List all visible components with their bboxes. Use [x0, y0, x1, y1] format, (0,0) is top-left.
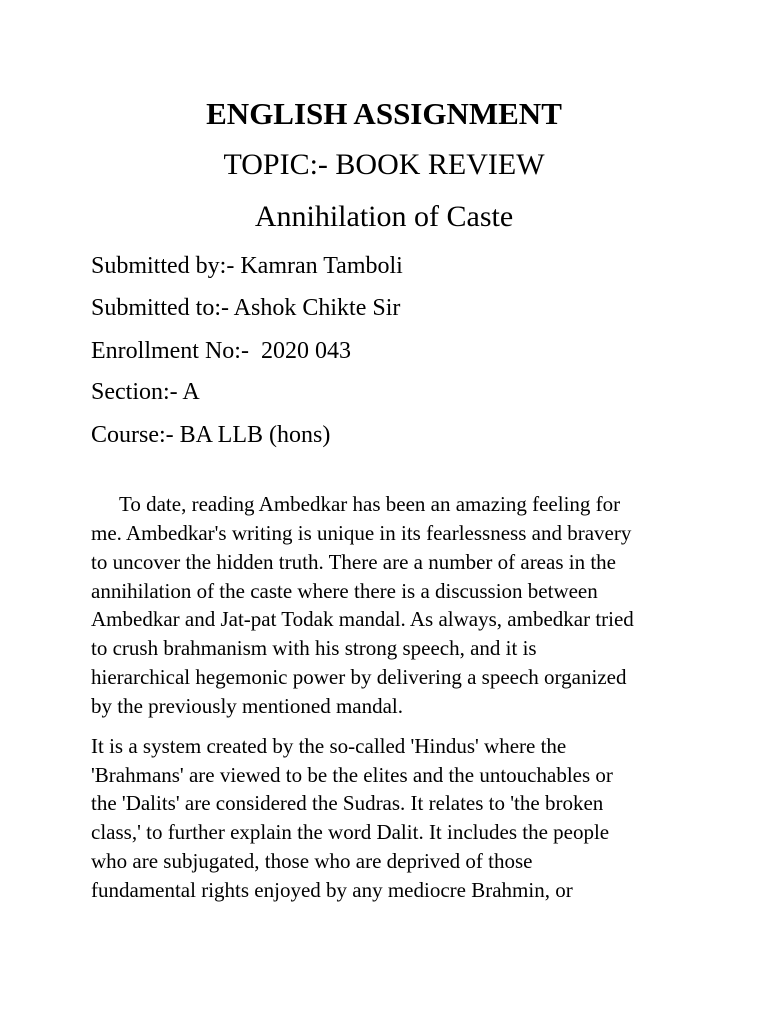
paragraph-line: by the previously mentioned mandal.: [91, 694, 404, 718]
paragraph-line: class,' to further explain the word Dalit. It includes the people: [91, 820, 610, 844]
course: Course:- BA LLB (hons): [91, 422, 331, 448]
topic-heading: TOPIC:- BOOK REVIEW: [223, 148, 545, 181]
paragraph-line: who are subjugated, those who are deprived of those: [91, 849, 533, 873]
paragraph-line: 'Brahmans' are viewed to be the elites and the untouchables or: [91, 763, 613, 787]
paragraph-line: to crush brahmanism with his strong speech, and it is: [91, 636, 537, 660]
paragraph-line: To date, reading Ambedkar has been an amazing feeling for: [119, 492, 621, 516]
paragraph-line: me. Ambedkar's writing is unique in its fearlessness and bravery: [91, 521, 632, 545]
document-title: ENGLISH ASSIGNMENT: [206, 96, 562, 131]
paragraph-line: the 'Dalits' are considered the Sudras. It relates to 'the broken: [91, 791, 604, 815]
section: Section:- A: [91, 379, 200, 405]
paragraph-line: hierarchical hegemonic power by delivering a speech organized: [91, 665, 627, 689]
submitted-by: Submitted by:- Kamran Tamboli: [91, 253, 403, 279]
paragraph-line: Ambedkar and Jat-pat Todak mandal. As always, ambedkar tried: [91, 607, 634, 631]
submitted-to: Submitted to:- Ashok Chikte Sir: [91, 295, 401, 321]
paragraph-line: It is a system created by the so-called 'Hindus' where the: [91, 734, 567, 758]
book-title: Annihilation of Caste: [254, 200, 514, 233]
enrollment-number: Enrollment No:- 2020 043: [91, 338, 351, 364]
paragraph-line: to uncover the hidden truth. There are a number of areas in the: [91, 550, 616, 574]
paragraph-line: annihilation of the caste where there is a discussion between: [91, 579, 598, 603]
paragraph-line: fundamental rights enjoyed by any mediocre Brahmin, or: [91, 878, 573, 902]
